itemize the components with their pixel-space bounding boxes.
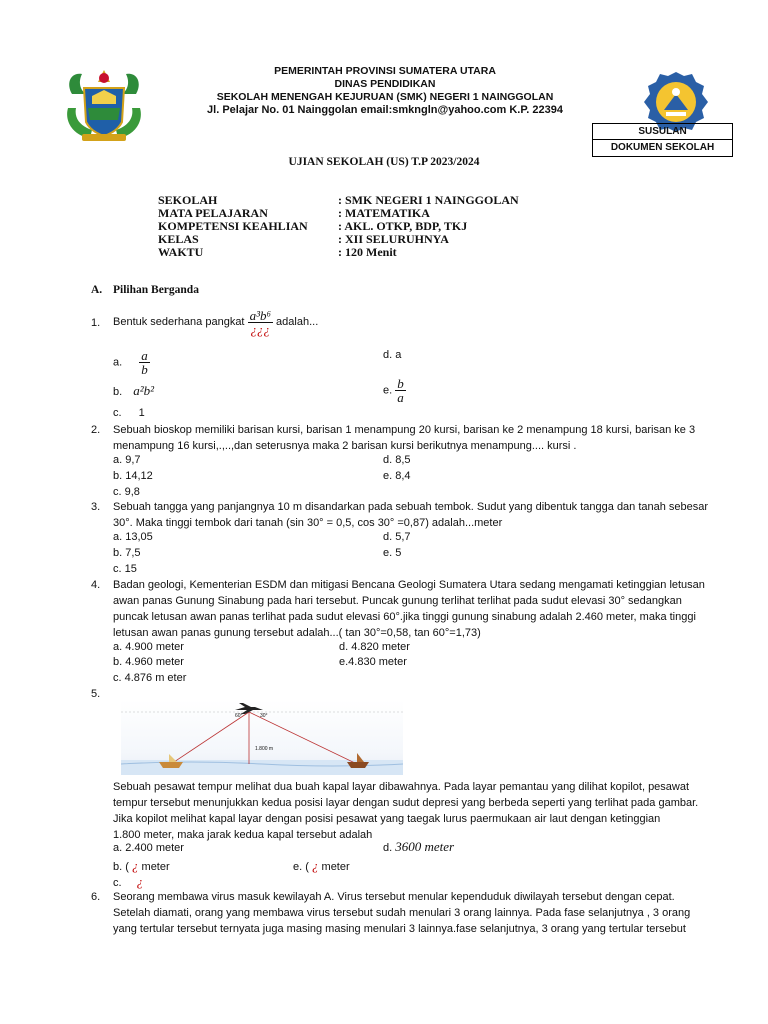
option-value: a²b² — [133, 383, 155, 398]
question-2-line-1: Sebuah bioskop memiliki barisan kursi, barisan 1 menampung 20 kursi, barisan ke 2 menampung 18 kursi, barisan ke 3 — [113, 424, 696, 436]
option-b: b. 4.960 meter — [113, 656, 184, 668]
option-unit: meter — [318, 861, 350, 873]
option-label: b. ( — [113, 861, 129, 873]
question-4-line-2: awan panas Gunung Sinabung pada hari tersebut. Puncak gunung terlihat terlihat pada sudut elevasi 30° sedangkan — [113, 595, 682, 607]
fraction-numerator: a³b⁶ — [249, 308, 271, 323]
fraction-expression — [248, 309, 273, 336]
option-d — [383, 839, 454, 855]
header-government: PEMERINTAH PROVINSI SUMATERA UTARA — [274, 65, 496, 77]
option-value: 1 — [138, 407, 145, 419]
question-number: 2. — [91, 424, 101, 436]
question-number: 4. — [91, 579, 101, 591]
question-2-line-2: menampung 16 kursi,.,..,dan seterusnya maka 2 barisan kursi berikutnya menampung.... kursi . — [113, 440, 577, 452]
figure-angle-label: 60° — [235, 713, 243, 719]
option-value: 3600 meter — [395, 839, 455, 854]
question-number: 1. — [91, 317, 101, 329]
info-key: KOMPETENSI KEAHLIAN — [158, 219, 308, 233]
option-c: c. 4.876 m eter — [113, 672, 187, 684]
question-3-line-1: Sebuah tangga yang panjangnya 10 m disandarkan pada sebuah tembok. Sudut yang dibentuk tangga dan tanah sebesar — [113, 501, 709, 513]
info-key: WAKTU — [158, 245, 204, 259]
option-label: d. — [383, 842, 393, 854]
option-a: a. 4.900 meter — [113, 641, 184, 653]
option-label: b. — [113, 386, 123, 398]
option-symbol: ¿ — [311, 858, 319, 873]
question-text: adalah... — [276, 316, 319, 328]
option-label: c. — [113, 877, 122, 889]
question-number: 6. — [91, 891, 101, 903]
header-school: SEKOLAH MENENGAH KEJURUAN (SMK) NEGERI 1 NAINGGOLAN — [216, 91, 554, 103]
fraction-numerator: b — [397, 376, 404, 391]
question-3-line-2: 30°. Maka tinggi tembok dari tanah (sin 30° = 0,5, cos 30° =0,87) adalah...meter — [113, 517, 503, 529]
exam-title: UJIAN SEKOLAH (US) T.P 2023/2024 — [288, 156, 480, 168]
option-d: d. a — [383, 349, 402, 361]
option-symbol: ¿ — [136, 874, 144, 889]
section-heading — [91, 284, 199, 296]
option-b — [113, 858, 170, 874]
header-address: Jl. Pelajar No. 01 Nainggolan email:smkngln@yahoo.com K.P. 22394 — [207, 104, 563, 116]
document-status-boxes — [592, 123, 733, 157]
option-e: e. 5 — [383, 547, 402, 559]
question-4-line-3: puncak letusan awan panas terlihat pada sudut elevasi 60°.jika tinggi gunung sinabung adalah 2.460 meter, maka tinggi — [113, 611, 696, 623]
option-a: a. 13,05 — [113, 531, 153, 543]
option-b: b. 7,5 — [113, 547, 141, 559]
question-1-text — [113, 309, 733, 336]
option-c: c. 9,8 — [113, 486, 140, 498]
figure-angle-label: 30° — [260, 713, 268, 719]
option-label: e. ( — [293, 861, 309, 873]
info-value: : SMK NEGERI 1 NAINGGOLAN — [338, 193, 519, 207]
question-text: Bentuk sederhana pangkat — [113, 316, 245, 328]
question-5-line-4: 1.800 meter, maka jarak kedua kapal tersebut adalah — [113, 829, 373, 841]
option-unit: meter — [138, 861, 170, 873]
fraction-denominator: ¿¿¿ — [250, 322, 271, 337]
option-a: a. 2.400 meter — [113, 842, 184, 854]
option-a — [113, 349, 150, 376]
option-c: c. 15 — [113, 563, 137, 575]
info-value: : 120 Menit — [338, 245, 397, 259]
option-e — [293, 858, 350, 874]
option-label: c. — [113, 407, 122, 419]
option-symbol: ¿ — [131, 858, 139, 873]
fraction-numerator: a — [141, 348, 148, 363]
question-5-line-2: tempur tersebut menunjukkan kedua posisi layar dengan sudut depresi yang berbeda seperti yang terlihat pada gambar. — [113, 797, 699, 809]
question-6-line-1: Seorang membawa virus masuk kewilayah A. Virus tersebut menular kependuduk diwilayah tersebut dengan cepat. — [113, 891, 675, 903]
option-e — [383, 377, 406, 404]
question-5-figure — [121, 700, 403, 775]
option-fraction — [395, 377, 406, 404]
status-badge-dokumen: DOKUMEN SEKOLAH — [592, 140, 733, 157]
option-fraction — [139, 349, 150, 376]
option-d: d. 5,7 — [383, 531, 411, 543]
section-letter: A. — [91, 284, 103, 296]
fraction-denominator: a — [397, 390, 404, 405]
question-4-line-4: letusan awan panas gunung tersebut adalah...( tan 30°=0,58, tan 60°=1,73) — [113, 627, 481, 639]
option-label: e. — [383, 384, 393, 397]
option-d: d. 4.820 meter — [339, 641, 410, 653]
option-a: a. 9,7 — [113, 454, 141, 466]
fraction-denominator: b — [141, 362, 148, 377]
status-badge-susulan: SUSULAN — [592, 123, 733, 140]
option-label: a. — [113, 356, 123, 369]
option-b: b. 14,12 — [113, 470, 153, 482]
provincial-emblem-logo — [62, 64, 146, 146]
question-4-line-1: Badan geologi, Kementerian ESDM dan mitigasi Bencana Geologi Sumatera Utara sedang mengamati ketinggian letusan — [113, 579, 705, 591]
question-number: 3. — [91, 501, 101, 513]
info-key: SEKOLAH — [158, 193, 218, 207]
question-6-line-3: yang tertular tersebut ternyata juga masing masing menulari 3 lainnya.fase selanjutnya, 3 orang yang tertular tersebut — [113, 923, 686, 935]
info-key: MATA PELAJARAN — [158, 206, 268, 220]
figure-height-label: 1.800 m — [255, 746, 274, 752]
question-5-line-1: Sebuah pesawat tempur melihat dua buah kapal layar dibawahnya. Pada layar pemantau yang dilihat kopilot, pesawat — [113, 781, 690, 793]
option-c — [113, 874, 143, 890]
info-value: : MATEMATIKA — [338, 206, 430, 220]
option-b — [113, 383, 154, 399]
info-key: KELAS — [158, 232, 199, 246]
header-agency: DINAS PENDIDIKAN — [334, 78, 436, 90]
option-e: e.4.830 meter — [339, 656, 407, 668]
question-6-line-2: Setelah diamati, orang yang membawa virus tersebut sudah menulari 3 orang lainnya. Pada fase selanjutnya , 3 orang — [113, 907, 691, 919]
option-d: d. 8,5 — [383, 454, 411, 466]
info-value: : XII SELURUHNYA — [338, 232, 449, 246]
question-5-line-3: Jika kopilot melihat kapal layar dengan posisi pesawat yang taegak lurus paermukaan air laut dengan ketinggian — [113, 813, 661, 825]
section-title: Pilihan Berganda — [113, 284, 199, 296]
option-c — [113, 407, 145, 419]
option-e: e. 8,4 — [383, 470, 411, 482]
question-number: 5. — [91, 688, 101, 700]
info-value: : AKL. OTKP, BDP, TKJ — [338, 219, 468, 233]
